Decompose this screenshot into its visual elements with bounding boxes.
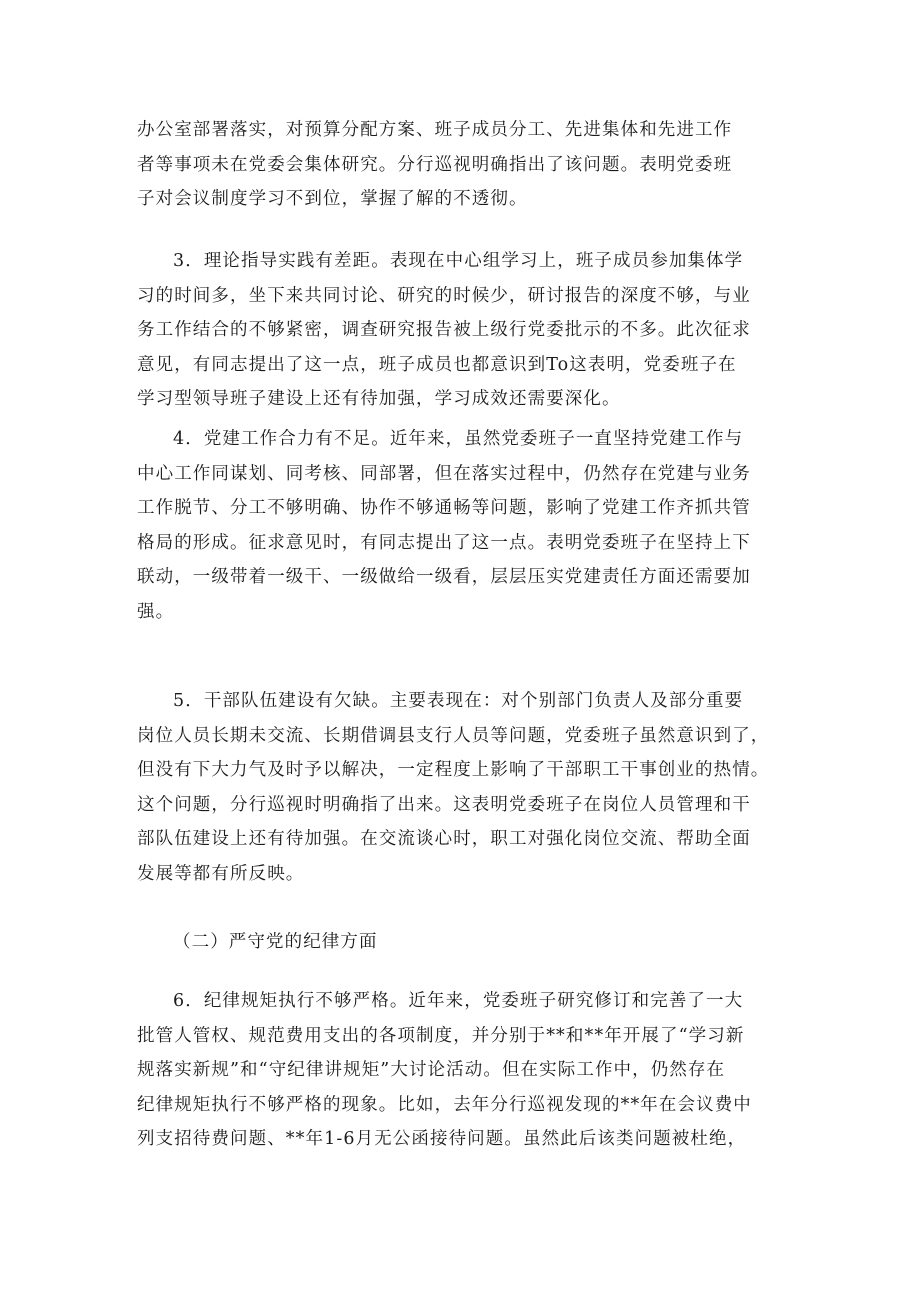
paragraph-item-4 [137, 422, 797, 629]
paragraph-line: 子对会议制度学习不到位，掌握了解的不透彻。 [137, 189, 528, 209]
paragraph-line: 4．党建工作合力有不足。近年来，虽然党委班子一直坚持党建工作与 [173, 429, 744, 449]
paragraph-line: 学习型领导班子建设上还有待加强，学习成效还需要深化。 [137, 389, 621, 409]
paragraph-line: 列支招待费问题、**年1-6月无公函接待问题。虽然此后该类问题被杜绝， [137, 1129, 747, 1149]
paragraph-line: 岗位人员长期未交流、长期借调县支行人员等问题，党委班子虽然意识到了， [137, 725, 770, 746]
paragraph-line: 3．理论指导实践有差距。表现在中心组学习上，班子成员参加集体学 [173, 251, 744, 271]
section-heading-text: （二）严守党的纪律方面 [173, 932, 378, 952]
paragraph-line: 联动，一级带着一级干、一级做给一级看，层层压实党建责任方面还需要加 [137, 567, 751, 587]
paragraph-line: 发展等都有所反映。 [137, 863, 305, 884]
paragraph-line: 但没有下大力气及时予以解决，一定程度上影响了干部职工干事创业的热情。 [137, 760, 770, 780]
paragraph-line: 6．纪律规矩执行不够严格。近年来，党委班子研究修订和完善了一大 [173, 991, 744, 1011]
paragraph-line: 纪律规矩执行不够严格的现象。比如，去年分行巡视发现的**年在会议费中 [137, 1094, 752, 1115]
paragraph-line: 规落实新规”和“守纪律讲规矩”大讨论活动。但在实际工作中，仍然存在 [137, 1060, 726, 1080]
paragraph-item-6 [137, 984, 797, 1157]
section-heading [137, 925, 797, 960]
paragraph-line: 这个问题，分行巡视时明确指了出来。这表明党委班子在岗位人员管理和干 [137, 794, 751, 815]
paragraph-line: 部队伍建设上还有待加强。在交流谈心时，职工对强化岗位交流、帮助全面 [137, 829, 751, 849]
paragraph-line: 工作脱节、分工不够明确、协作不够通畅等问题，影响了党建工作齐抓共管 [137, 498, 751, 518]
paragraph-line: 办公室部署落实，对预算分配方案、班子成员分工、先进集体和先进工作 [137, 120, 733, 140]
paragraph-line: 强。 [137, 601, 175, 622]
paragraph-line: 格局的形成。征求意见时，有同志提出了这一点。表明党委班子在坚持上下 [137, 532, 751, 553]
paragraph-line: 者等事项未在党委会集体研究。分行巡视明确指出了该问题。表明党委班 [137, 154, 733, 175]
paragraph-line: 中心工作同谋划、同考核、同部署，但在落实过程中，仍然存在党建与业务 [137, 463, 751, 484]
paragraph-item-3 [137, 244, 797, 417]
paragraph-line: 习的时间多，坐下来共同讨论、研究的时候少，研讨报告的深度不够，与业 [137, 285, 751, 306]
paragraph-item-5 [137, 684, 797, 891]
paragraph-line: 批管人管权、规范费用支出的各项制度，并分别于**和**年开展了“学习新 [137, 1025, 745, 1046]
paragraph-line: 意见，有同志提出了这一点，班子成员也都意识到To这表明，党委班子在 [137, 354, 737, 375]
paragraph-1 [137, 113, 797, 217]
paragraph-line: 5．干部队伍建设有欠缺。主要表现在：对个别部门负责人及部分重要 [173, 691, 744, 711]
paragraph-line: 务工作结合的不够紧密，调查研究报告被上级行党委批示的不多。此次征求 [137, 320, 751, 340]
